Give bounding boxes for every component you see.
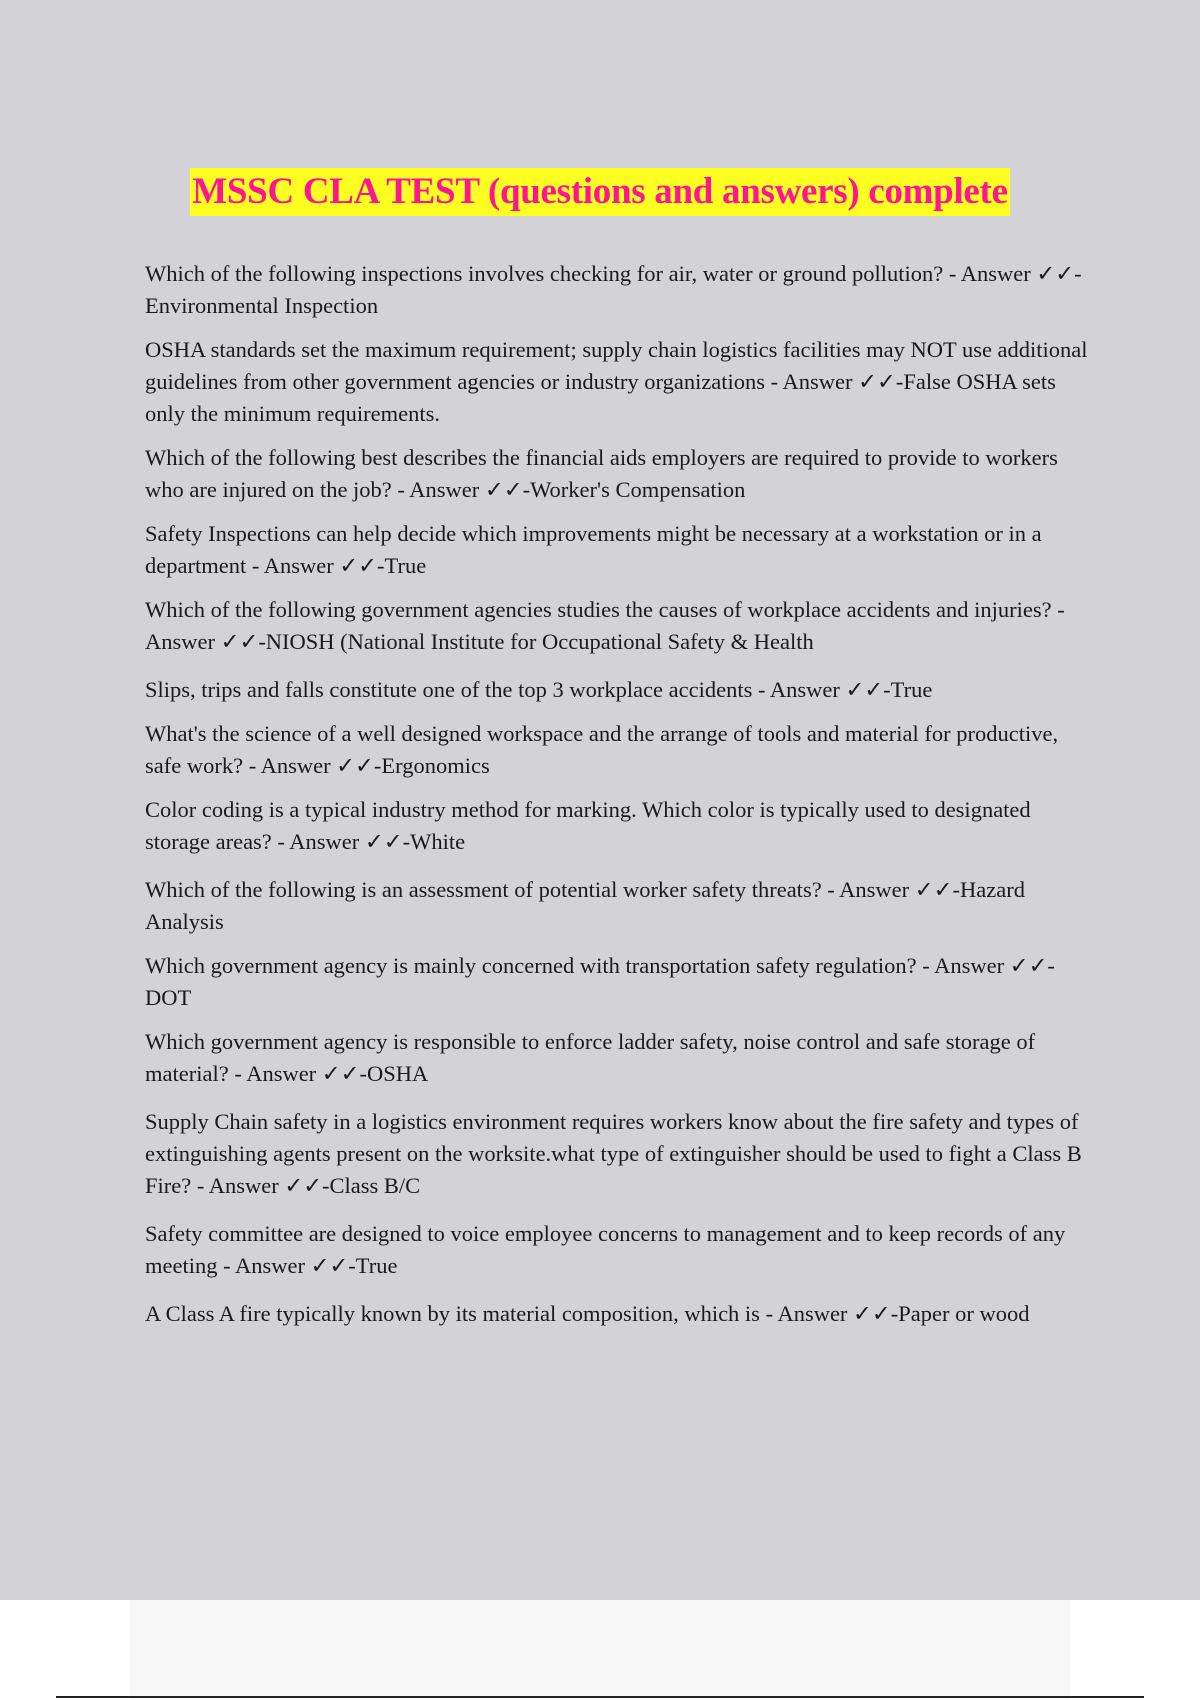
qa-item: Which of the following best describes the financial aids employers are required to provide to workers who are injured on the job? - Answer ✓✓-Worker's Compensation — [145, 445, 1058, 502]
qa-item: Which of the following inspections involves checking for air, water or ground pollution? - Answer ✓✓-Environmental Inspection — [145, 261, 1082, 318]
document-title: MSSC CLA TEST (questions and answers) complete — [190, 168, 1009, 216]
qa-item: OSHA standards set the maximum requirement; supply chain logistics facilities may NOT use additional guidelines from other government agencies or industry organizations - Answer ✓✓-False OSHA sets only the minimum requirements. — [145, 337, 1088, 426]
qa-list — [145, 258, 1090, 1342]
qa-item: What's the science of a well designed workspace and the arrange of tools and material for productive, safe work? - Answer ✓✓-Ergonomics — [145, 721, 1059, 778]
title-container — [0, 168, 1200, 216]
qa-item: Which government agency is responsible to enforce ladder safety, noise control and safe storage of material? - Answer ✓✓-OSHA — [145, 1029, 1036, 1086]
qa-item: Which of the following is an assessment of potential worker safety threats? - Answer ✓✓-Hazard Analysis — [145, 877, 1025, 934]
qa-item: Slips, trips and falls constitute one of the top 3 workplace accidents - Answer ✓✓-True — [145, 677, 933, 702]
qa-item: A Class A fire typically known by its material composition, which is - Answer ✓✓-Paper or wood — [145, 1301, 1030, 1326]
qa-item: Which government agency is mainly concerned with transportation safety regulation? - Answer ✓✓-DOT — [145, 953, 1055, 1010]
next-page-strip — [130, 1600, 1070, 1700]
qa-item: Safety Inspections can help decide which improvements might be necessary at a workstation or in a department - Answer ✓✓-True — [145, 521, 1042, 578]
qa-item: Safety committee are designed to voice employee concerns to management and to keep records of any meeting - Answer ✓✓-True — [145, 1221, 1066, 1278]
footer-divider — [56, 1696, 1144, 1698]
qa-item: Which of the following government agencies studies the causes of workplace accidents and injuries? - Answer ✓✓-NIOSH (National Institute for Occupational Safety & Health — [145, 597, 1065, 654]
qa-item: Supply Chain safety in a logistics environment requires workers know about the fire safety and types of extinguishing agents present on the worksite.what type of extinguisher should be used to fight a Class B Fire? - Answer ✓✓-Class B/C — [145, 1109, 1082, 1198]
qa-item: Color coding is a typical industry method for marking. Which color is typically used to designated storage areas? - Answer ✓✓-White — [145, 797, 1031, 854]
